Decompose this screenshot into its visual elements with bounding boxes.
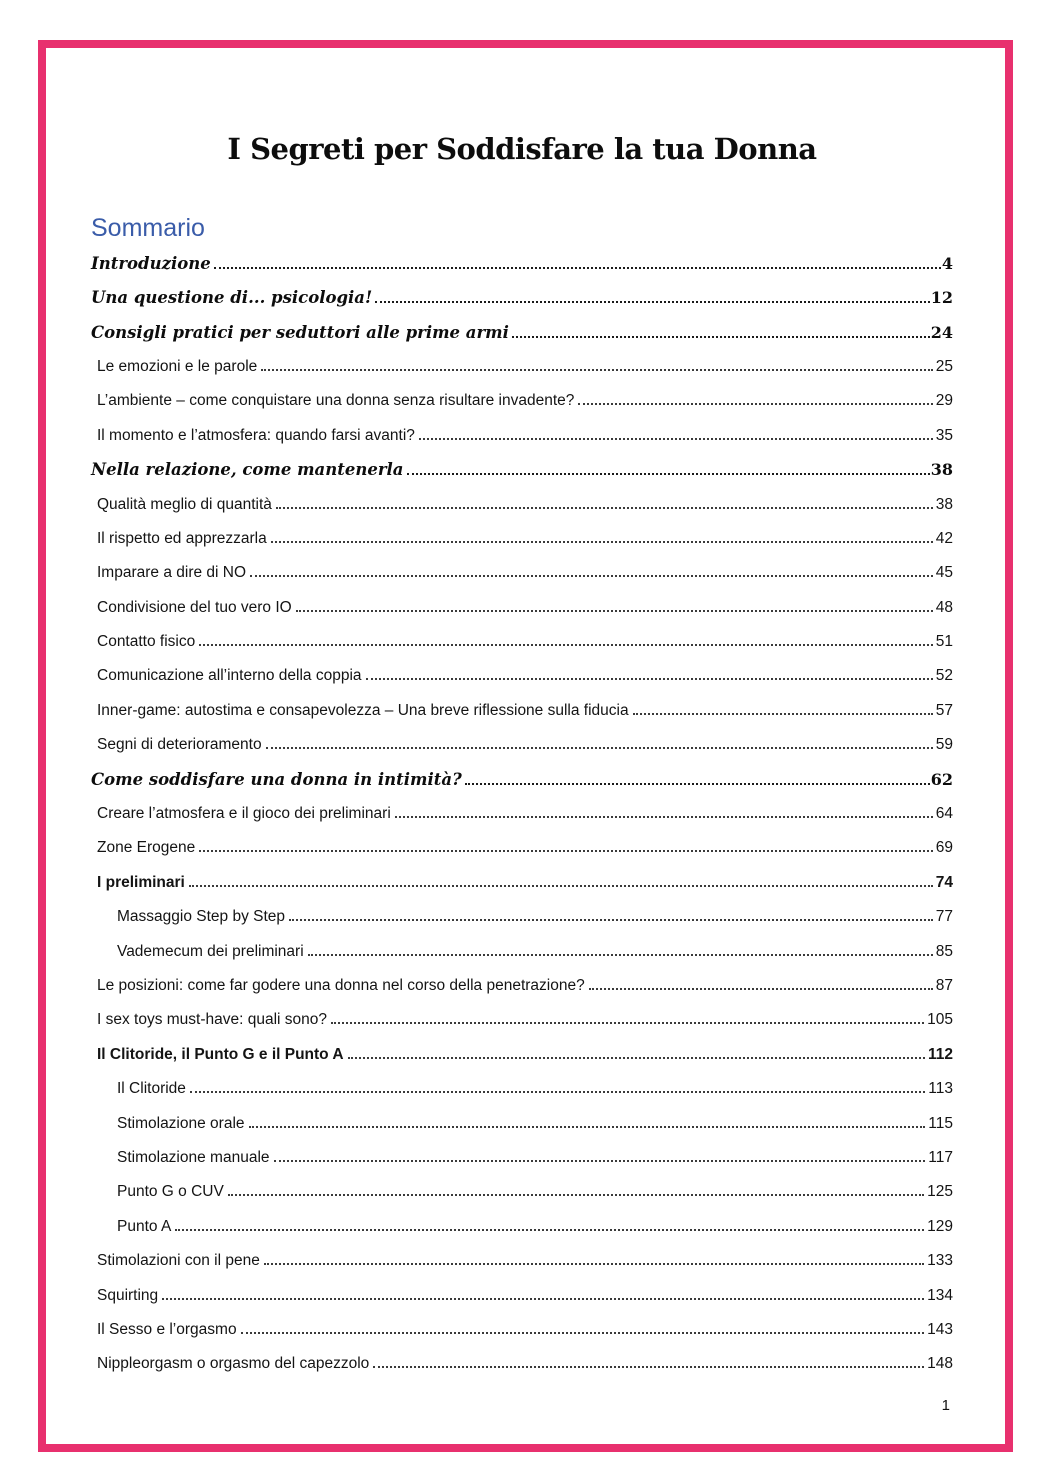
toc-dot-leader bbox=[331, 1022, 924, 1024]
toc-dot-leader bbox=[407, 473, 930, 475]
toc-dot-leader bbox=[289, 919, 933, 921]
toc-entry-label: Introduzione bbox=[91, 253, 211, 273]
toc-entry[interactable] bbox=[91, 1003, 953, 1037]
toc-entry[interactable] bbox=[91, 522, 953, 556]
toc-entry[interactable] bbox=[91, 1210, 953, 1244]
toc-entry[interactable] bbox=[91, 900, 953, 934]
toc-page-number: 4 bbox=[941, 253, 953, 273]
toc-page-number: 69 bbox=[935, 839, 953, 857]
toc-entry[interactable] bbox=[91, 453, 953, 487]
book-title: I Segreti per Soddisfare la tua Donna bbox=[227, 132, 817, 166]
toc-entry-label: Punto A bbox=[117, 1217, 172, 1235]
toc-page-number: 45 bbox=[935, 564, 953, 582]
toc-page-number: 24 bbox=[930, 322, 953, 342]
toc-entry[interactable] bbox=[91, 1313, 953, 1347]
toc-dot-leader bbox=[366, 678, 933, 680]
toc-entry-label: Squirting bbox=[97, 1286, 159, 1304]
toc-dot-leader bbox=[276, 507, 933, 509]
toc-entry-label: Nippleorgasm o orgasmo del capezzolo bbox=[97, 1355, 370, 1373]
toc-page-number: 42 bbox=[935, 529, 953, 547]
toc-page-number: 105 bbox=[927, 1011, 953, 1029]
document-page bbox=[91, 48, 953, 1444]
toc-page-number: 112 bbox=[927, 1045, 953, 1063]
toc-page-number: 133 bbox=[927, 1252, 953, 1270]
toc-dot-leader bbox=[189, 885, 933, 887]
toc-page-number: 74 bbox=[935, 873, 953, 891]
toc-entry-label: Contatto fisico bbox=[97, 633, 196, 651]
toc-dot-leader bbox=[375, 301, 930, 303]
toc-page-number: 12 bbox=[930, 288, 953, 308]
toc-dot-leader bbox=[264, 1263, 924, 1265]
toc-dot-leader bbox=[296, 610, 933, 612]
toc-entry[interactable] bbox=[91, 625, 953, 659]
toc-page-number: 129 bbox=[927, 1217, 953, 1235]
toc-entry-label: I preliminari bbox=[97, 873, 185, 891]
toc-page-number: 29 bbox=[935, 392, 953, 410]
toc-page-number: 115 bbox=[928, 1114, 953, 1132]
toc-page-number: 143 bbox=[927, 1320, 953, 1338]
toc-entry-label: Punto G o CUV bbox=[117, 1183, 224, 1201]
toc-page-number: 77 bbox=[935, 908, 953, 926]
toc-dot-leader bbox=[162, 1298, 924, 1300]
toc-page-number: 35 bbox=[935, 426, 953, 444]
toc-entry[interactable] bbox=[91, 831, 953, 865]
toc-dot-leader bbox=[214, 267, 941, 269]
toc-dot-leader bbox=[633, 713, 933, 715]
toc-entry[interactable] bbox=[91, 1141, 953, 1175]
toc-entry[interactable] bbox=[91, 316, 953, 350]
toc-entry[interactable] bbox=[91, 419, 953, 453]
toc-dot-leader bbox=[199, 850, 933, 852]
toc-entry-label: Stimolazione orale bbox=[117, 1114, 245, 1132]
toc bbox=[91, 247, 953, 1382]
toc-page-number: 48 bbox=[935, 598, 953, 616]
toc-dot-leader bbox=[465, 783, 930, 785]
toc-dot-leader bbox=[271, 541, 933, 543]
toc-entry[interactable] bbox=[91, 1038, 953, 1072]
toc-entry-label: Comunicazione all’interno della coppia bbox=[97, 667, 362, 685]
toc-entry-label: Qualità meglio di quantità bbox=[97, 495, 272, 513]
toc-page-number: 52 bbox=[935, 667, 953, 685]
toc-entry-label: Come soddisfare una donna in intimità? bbox=[91, 769, 462, 789]
toc-entry-label: Zone Erogene bbox=[97, 839, 196, 857]
footer-page-number: 1 bbox=[941, 1397, 950, 1414]
toc-page-number: 117 bbox=[928, 1148, 953, 1166]
toc-dot-leader bbox=[228, 1194, 924, 1196]
toc-dot-leader bbox=[395, 816, 933, 818]
toc-dot-leader bbox=[261, 369, 932, 371]
toc-entry-label: Le posizioni: come far godere una donna nel corso della penetrazione? bbox=[97, 977, 585, 994]
toc-entry-label: L’ambiente – come conquistare una donna senza risultare invadente? bbox=[97, 392, 575, 410]
toc-entry-label: Segni di deterioramento bbox=[97, 736, 262, 754]
toc-entry[interactable] bbox=[91, 866, 953, 900]
toc-entry-label: Imparare a dire di NO bbox=[97, 564, 247, 582]
toc-dot-leader bbox=[241, 1332, 925, 1334]
toc-entry[interactable] bbox=[91, 659, 953, 693]
toc-dot-leader bbox=[249, 1126, 926, 1128]
toc-page-number: 57 bbox=[935, 701, 953, 719]
toc-entry[interactable] bbox=[91, 1347, 953, 1381]
toc-entry[interactable] bbox=[91, 1244, 953, 1278]
toc-page-number: 125 bbox=[927, 1183, 953, 1201]
page-frame bbox=[38, 40, 1013, 1452]
toc-entry-label: Inner-game: autostima e consapevolezza – Una breve riflessione sulla fiducia bbox=[97, 701, 629, 719]
toc-page-number: 85 bbox=[935, 942, 953, 960]
toc-entry-label: Vademecum dei preliminari bbox=[117, 942, 304, 960]
toc-page-number: 59 bbox=[935, 736, 953, 754]
toc-dot-leader bbox=[266, 747, 933, 749]
toc-entry[interactable] bbox=[91, 763, 953, 797]
toc-heading: Sommario bbox=[91, 213, 205, 242]
toc-entry-label: Le emozioni e le parole bbox=[97, 357, 258, 375]
toc-dot-leader bbox=[348, 1057, 925, 1059]
toc-entry[interactable] bbox=[91, 728, 953, 762]
toc-entry[interactable] bbox=[91, 384, 953, 418]
toc-entry[interactable] bbox=[91, 1072, 953, 1106]
toc-dot-leader bbox=[250, 575, 933, 577]
toc-page-number: 87 bbox=[935, 977, 953, 994]
toc-dot-leader bbox=[373, 1366, 924, 1368]
toc-dot-leader bbox=[578, 403, 932, 405]
toc-page-number: 25 bbox=[935, 357, 953, 375]
toc-entry-label: Stimolazioni con il pene bbox=[97, 1252, 260, 1270]
toc-entry-label: Il momento e l’atmosfera: quando farsi avanti? bbox=[97, 426, 415, 444]
toc-entry[interactable] bbox=[91, 247, 953, 281]
toc-dot-leader bbox=[190, 1091, 925, 1093]
toc-dot-leader bbox=[274, 1160, 926, 1162]
toc-entry-label: Il Clitoride bbox=[117, 1080, 186, 1098]
toc-entry[interactable] bbox=[91, 1279, 953, 1313]
toc-page-number: 134 bbox=[927, 1286, 953, 1304]
toc-dot-leader bbox=[512, 336, 930, 338]
toc-dot-leader bbox=[308, 954, 933, 956]
toc-entry[interactable] bbox=[91, 1175, 953, 1209]
toc-entry-label: Il Clitoride, il Punto G e il Punto A bbox=[97, 1045, 344, 1063]
toc-entry-label: I sex toys must-have: quali sono? bbox=[97, 1011, 328, 1029]
toc-entry-label: Creare l’atmosfera e il gioco dei preliminari bbox=[97, 805, 391, 823]
toc-entry-label: Nella relazione, come mantenerla bbox=[91, 460, 404, 480]
toc-dot-leader bbox=[419, 438, 933, 440]
toc-page-number: 64 bbox=[935, 805, 953, 823]
toc-entry-label: Consigli pratici per seduttori alle prime armi bbox=[91, 322, 509, 342]
toc-page-number: 51 bbox=[935, 633, 953, 651]
toc-page-number: 148 bbox=[927, 1355, 953, 1373]
toc-entry[interactable] bbox=[91, 694, 953, 728]
toc-dot-leader bbox=[175, 1229, 924, 1231]
toc-entry[interactable] bbox=[91, 797, 953, 831]
toc-page-number: 113 bbox=[928, 1080, 953, 1098]
toc-entry-label: Una questione di... psicologia! bbox=[91, 288, 373, 308]
toc-entry[interactable] bbox=[91, 1107, 953, 1141]
toc-dot-leader bbox=[589, 988, 933, 990]
toc-entry[interactable] bbox=[91, 281, 953, 315]
toc-entry[interactable] bbox=[91, 488, 953, 522]
toc-entry[interactable] bbox=[91, 556, 953, 590]
toc-entry-label: Condivisione del tuo vero IO bbox=[97, 598, 292, 616]
toc-entry[interactable] bbox=[91, 969, 953, 1003]
toc-page-number: 38 bbox=[930, 460, 953, 480]
toc-entry[interactable] bbox=[91, 350, 953, 384]
toc-dot-leader bbox=[199, 644, 933, 646]
toc-page-number: 38 bbox=[935, 495, 953, 513]
toc-entry[interactable] bbox=[91, 591, 953, 625]
toc-entry-label: Stimolazione manuale bbox=[117, 1148, 270, 1166]
toc-entry-label: Massaggio Step by Step bbox=[117, 908, 286, 926]
toc-entry[interactable] bbox=[91, 935, 953, 969]
toc-entry-label: Il rispetto ed apprezzarla bbox=[97, 529, 267, 547]
toc-page-number: 62 bbox=[930, 769, 953, 789]
toc-entry-label: Il Sesso e l’orgasmo bbox=[97, 1320, 237, 1338]
